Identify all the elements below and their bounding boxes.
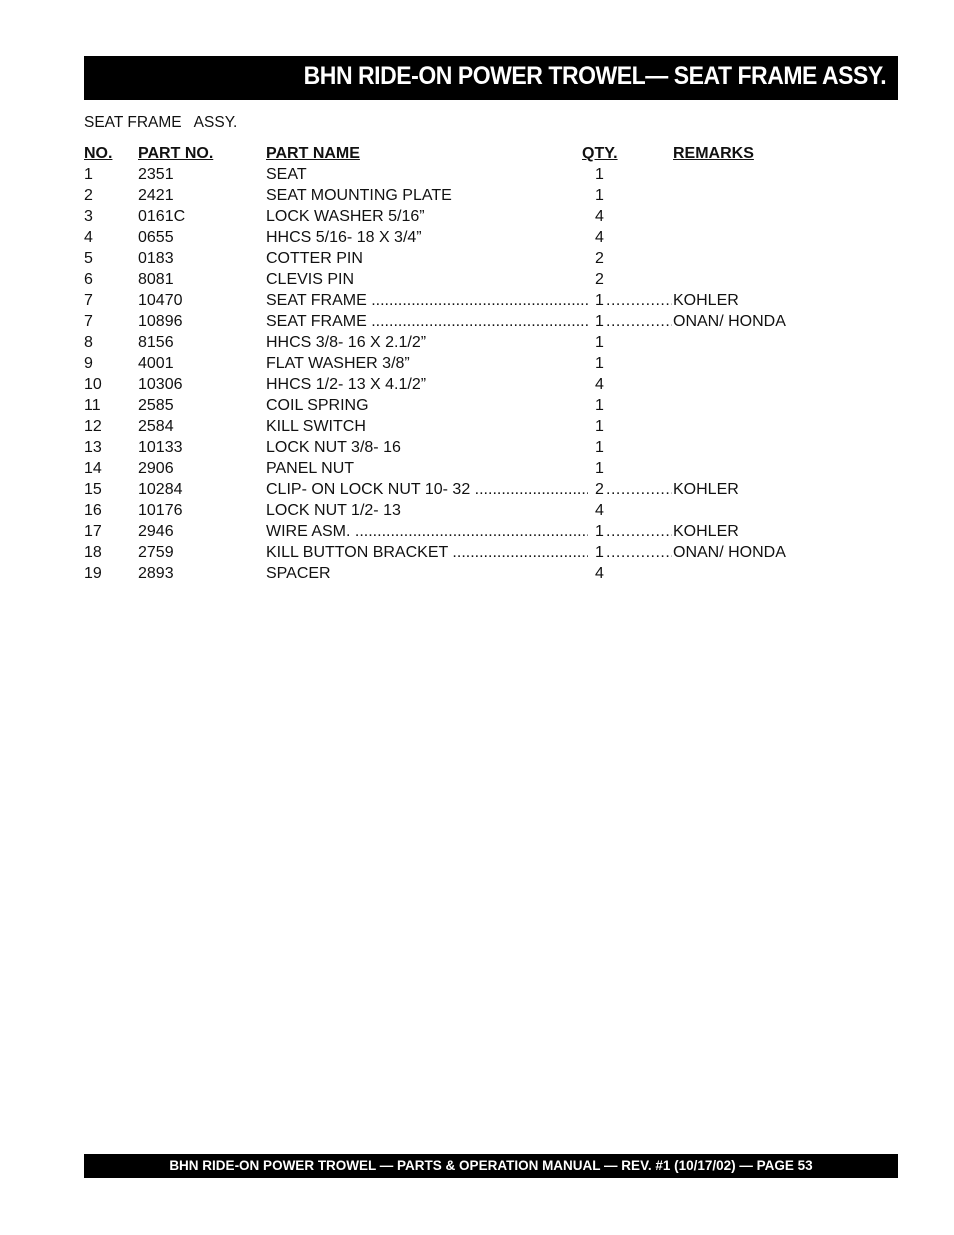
cell-part-name: SPACER [266,565,331,582]
cell-no: 16 [84,502,102,519]
parts-table [84,143,804,584]
remarks-leader-dots [606,542,672,563]
cell-no: 5 [84,250,93,267]
cell-qty: 4 [595,229,604,246]
column-header-part-name: PART NAME [266,145,360,162]
table-row [84,521,804,542]
cell-part-no: 0183 [138,250,174,267]
cell-part-name: COTTER PIN [266,250,363,267]
page-footer-text: BHN RIDE-ON POWER TROWEL — PARTS & OPERATION MANUAL — REV. #1 (10/17/02) — PAGE 53 [169,1158,813,1173]
cell-part-no: 10896 [138,313,183,330]
cell-qty: 1 [595,397,604,414]
remarks-leader-dots [606,521,672,542]
cell-part-no: 0655 [138,229,174,246]
cell-remarks: KOHLER [673,481,739,498]
table-body [84,164,804,584]
cell-part-name: LOCK WASHER 5/16” [266,208,425,225]
table-row [84,290,804,311]
table-row [84,332,804,353]
cell-part-name: LOCK NUT 1/2- 13 [266,502,401,519]
cell-no: 9 [84,355,93,372]
cell-part-no: 2906 [138,460,174,477]
cell-part-no: 8081 [138,271,174,288]
cell-no: 15 [84,481,102,498]
table-row [84,353,804,374]
cell-part-name: COIL SPRING [266,397,369,414]
cell-part-no: 10133 [138,439,183,456]
table-row [84,164,804,185]
cell-part-name: HHCS 3/8- 16 X 2.1/2” [266,334,427,351]
cell-qty: 2 [595,271,604,288]
section-title: SEAT FRAME ASSY. [84,114,238,131]
cell-remarks: ONAN/ HONDA [673,313,786,330]
cell-no: 19 [84,565,102,582]
cell-part-no: 2893 [138,565,174,582]
cell-part-no: 10284 [138,481,183,498]
column-header-remarks: REMARKS [673,145,754,162]
cell-no: 7 [84,292,93,309]
cell-qty: 1 [595,439,604,456]
cell-part-name: CLEVIS PIN [266,271,355,288]
table-row [84,458,804,479]
column-header-no: NO. [84,145,113,162]
cell-no: 6 [84,271,93,288]
cell-qty: 1 [595,523,604,540]
cell-part-no: 2585 [138,397,174,414]
cell-part-no: 10176 [138,502,183,519]
cell-part-no: 0161C [138,208,186,225]
cell-no: 12 [84,418,102,435]
remarks-leader-dots [606,311,672,332]
cell-no: 13 [84,439,102,456]
cell-no: 10 [84,376,102,393]
cell-qty: 1 [595,544,604,561]
table-row [84,374,804,395]
cell-part-name: WIRE ASM. ..... [266,521,588,542]
cell-qty: 1 [595,313,604,330]
remarks-leader-dots [606,290,672,311]
cell-no: 14 [84,460,102,477]
cell-no: 7 [84,313,93,330]
table-row [84,542,804,563]
cell-qty: 1 [595,355,604,372]
table-row [84,248,804,269]
table-row [84,479,804,500]
cell-remarks: KOHLER [673,523,739,540]
cell-part-no: 10306 [138,376,183,393]
table-row [84,311,804,332]
cell-no: 4 [84,229,93,246]
cell-part-name: LOCK NUT 3/8- 16 [266,439,401,456]
page-footer-bar [84,1154,898,1178]
cell-no: 17 [84,523,102,540]
cell-part-name: FLAT WASHER 3/8” [266,355,410,372]
table-row [84,500,804,521]
cell-remarks: ONAN/ HONDA [673,544,786,561]
cell-part-no: 2351 [138,166,174,183]
table-row [84,227,804,248]
cell-qty: 2 [595,481,604,498]
cell-part-name: CLIP- ON LOCK NUT 10- 32 ..... [266,479,588,500]
table-header-row [84,143,804,164]
column-header-part-no: PART NO. [138,145,214,162]
cell-part-name: KILL SWITCH [266,418,366,435]
cell-part-no: 2584 [138,418,174,435]
cell-qty: 4 [595,565,604,582]
cell-no: 3 [84,208,93,225]
cell-part-no: 4001 [138,355,174,372]
cell-part-name: HHCS 5/16- 18 X 3/4” [266,229,422,246]
table-row [84,416,804,437]
cell-part-no: 10470 [138,292,183,309]
cell-remarks: KOHLER [673,292,739,309]
cell-qty: 1 [595,187,604,204]
cell-qty: 4 [595,376,604,393]
cell-part-name: SEAT FRAME ..... [266,311,588,332]
cell-no: 2 [84,187,93,204]
table-row [84,269,804,290]
cell-qty: 4 [595,208,604,225]
cell-qty: 1 [595,418,604,435]
column-header-qty: QTY. [582,145,618,162]
remarks-leader-dots [606,479,672,500]
table-row [84,206,804,227]
cell-part-name: KILL BUTTON BRACKET ..... [266,542,588,563]
cell-qty: 1 [595,460,604,477]
cell-no: 11 [84,397,101,414]
cell-qty: 2 [595,250,604,267]
cell-part-no: 2946 [138,523,174,540]
cell-part-no: 8156 [138,334,174,351]
cell-no: 8 [84,334,93,351]
cell-part-name: PANEL NUT [266,460,355,477]
cell-part-name: SEAT FRAME ..... [266,290,588,311]
cell-part-no: 2421 [138,187,174,204]
table-row [84,395,804,416]
table-row [84,563,804,584]
cell-qty: 1 [595,166,604,183]
cell-part-name: SEAT [266,166,307,183]
cell-part-name: SEAT MOUNTING PLATE [266,187,452,204]
cell-qty: 4 [595,502,604,519]
cell-part-name: HHCS 1/2- 13 X 4.1/2” [266,376,427,393]
page-title: BHN RIDE-ON POWER TROWEL— SEAT FRAME ASSY. [303,62,886,90]
page-header-bar [84,56,898,100]
table-row [84,185,804,206]
cell-part-no: 2759 [138,544,174,561]
cell-no: 18 [84,544,102,561]
table-row [84,437,804,458]
cell-no: 1 [84,166,93,183]
cell-qty: 1 [595,334,604,351]
cell-qty: 1 [595,292,604,309]
